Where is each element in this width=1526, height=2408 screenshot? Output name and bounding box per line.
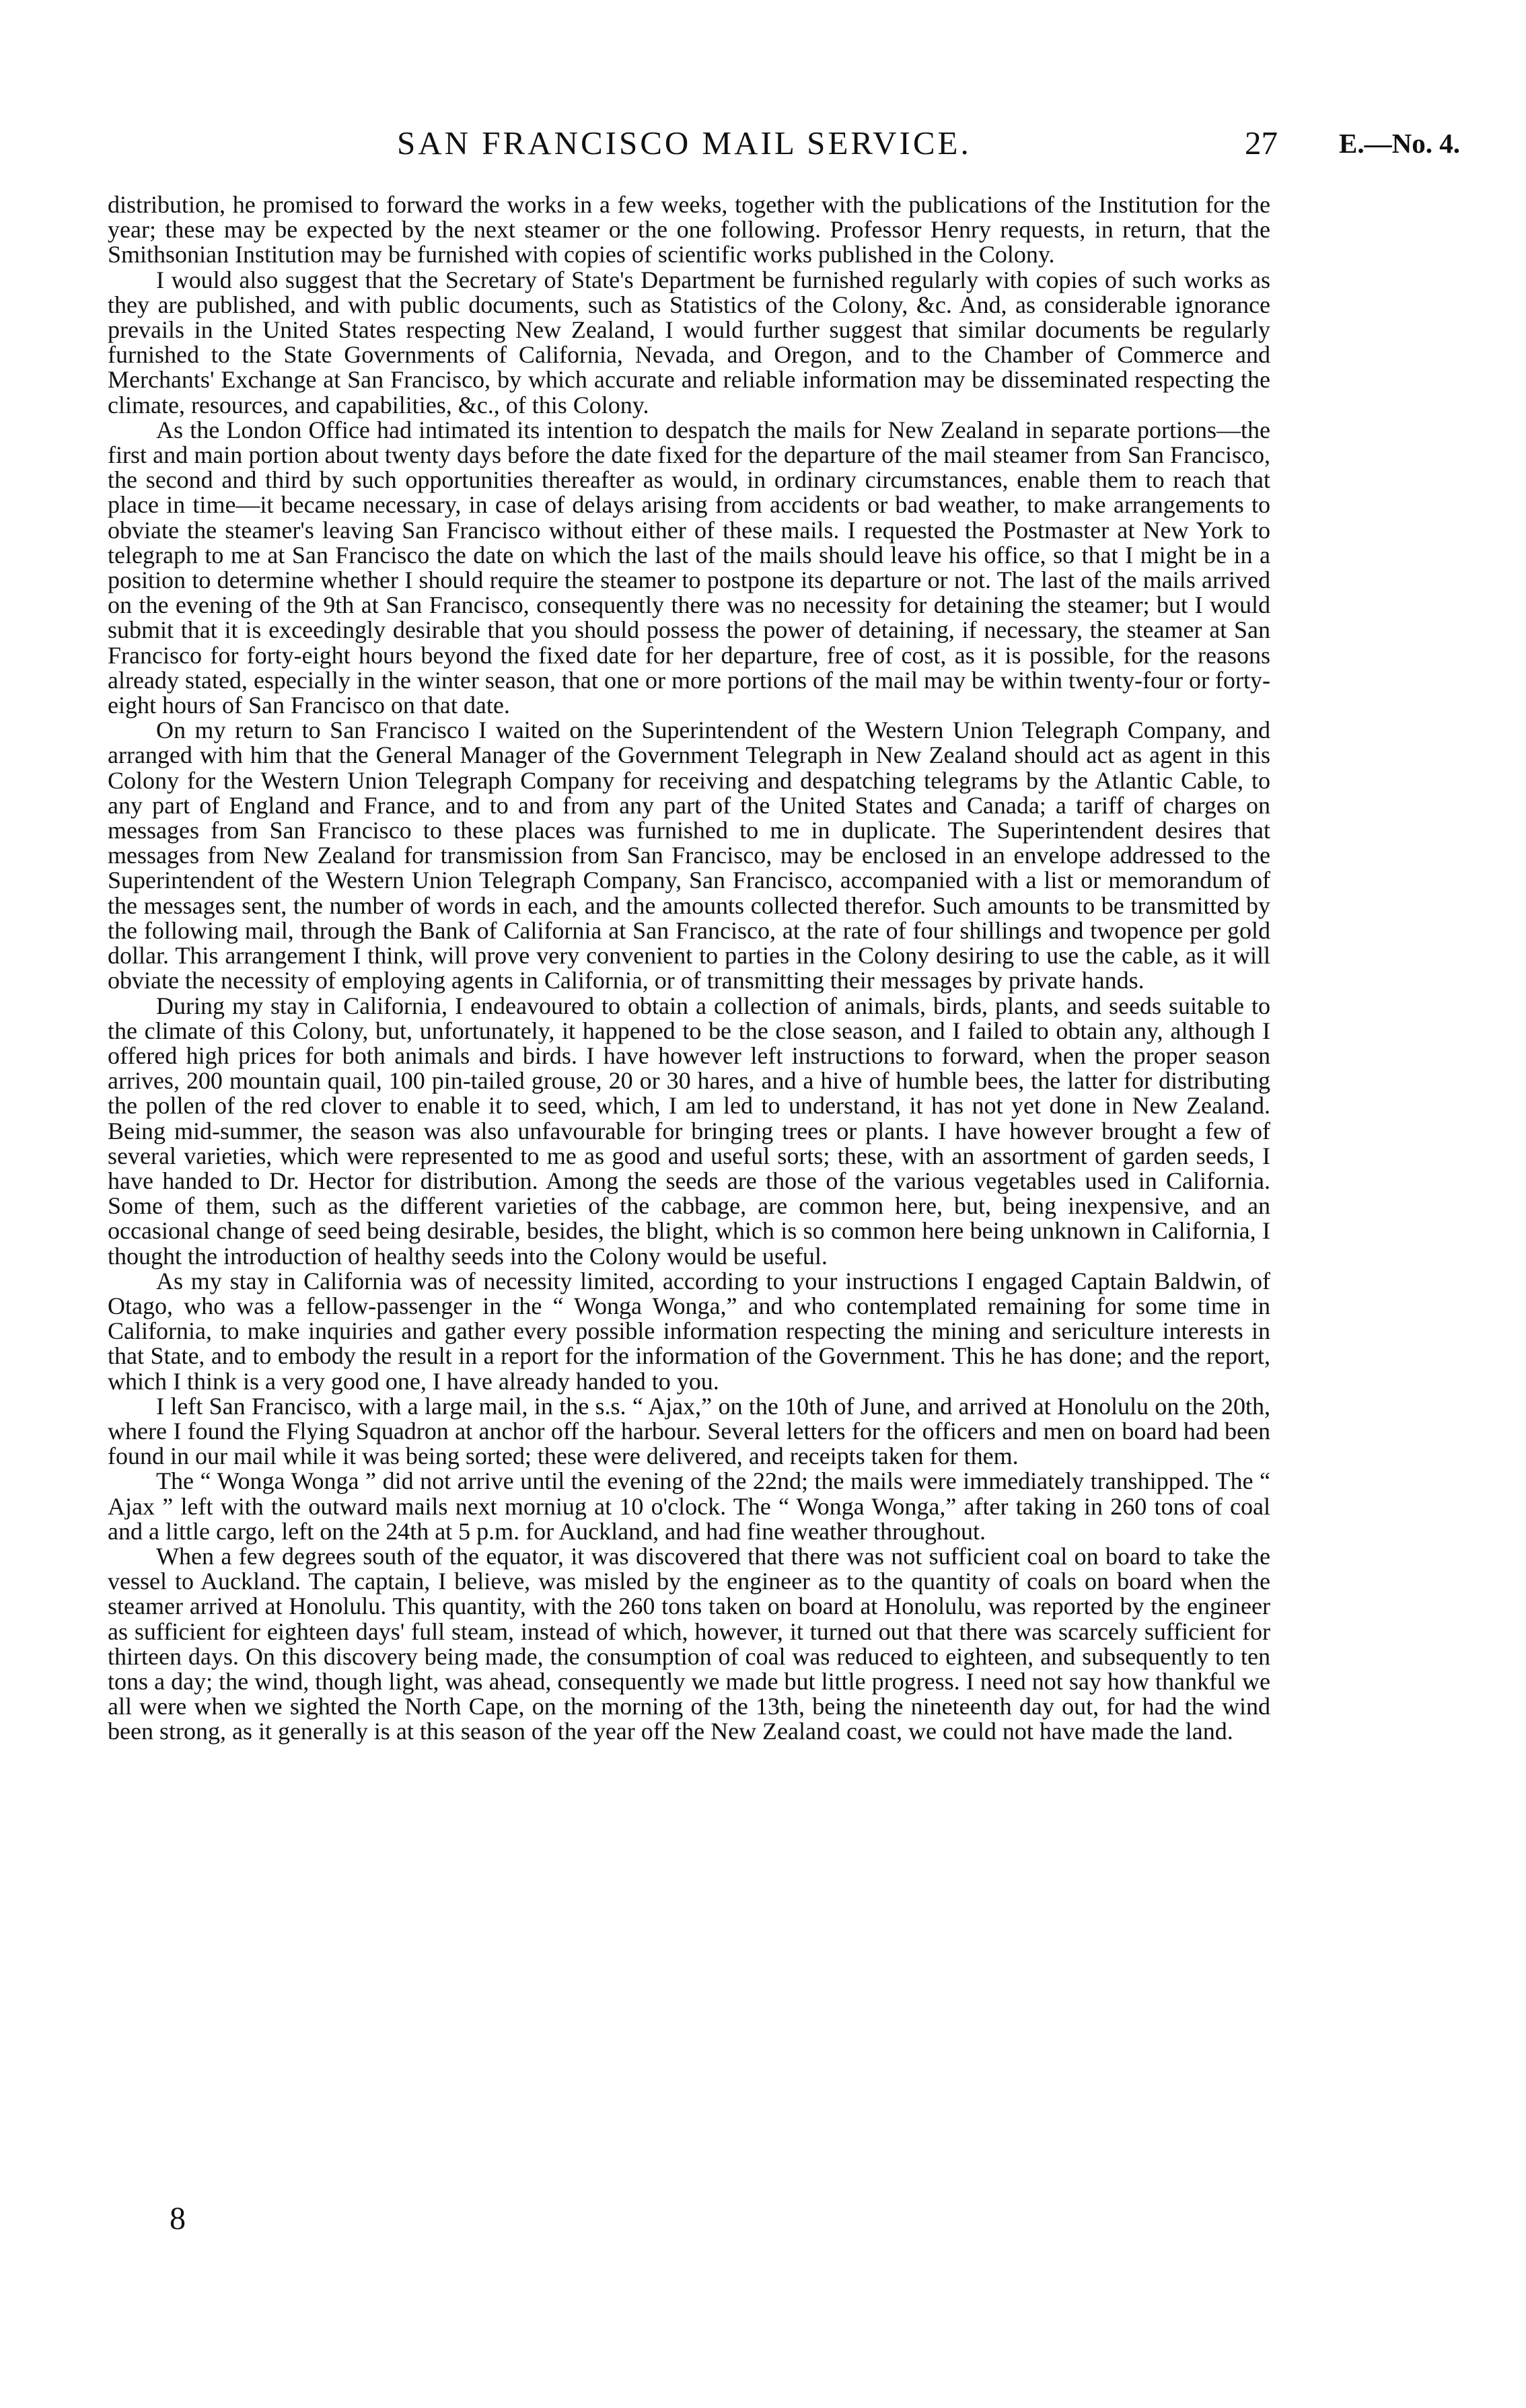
paper-reference: E.—No. 4. <box>1339 128 1460 159</box>
paragraph: On my return to San Francisco I waited on the Superintendent of the Western Union Telegraph Company, and arranged with him that the General Manager of the Government Telegraph in New Zealand should act as agent in this Colony for the Western Union Telegraph Company for receiving and despatching telegrams by the Atlantic Cable, to any part of England and France, and to and from any part of the United States and Canada; a tariff of charges on messages from San Francisco to these places was furnished to me in duplicate. The Superintendent desires that messages from New Zealand for transmission from San Francisco, may be enclosed in an envelope addressed to the Superintendent of the Western Union Telegraph Company, San Francisco, accompanied with a list or memorandum of the messages sent, the number of words in each, and the amounts collected therefor. Such amounts to be transmitted by the following mail, through the Bank of California at San Francisco, at the rate of four shillings and twopence per gold dollar. This arrangement I think, will prove very convenient to parties in the Colony desiring to use the cable, as it will obviate the necessity of employing agents in California, or of transmitting their messages by private hands. <box>108 717 1270 994</box>
paragraph: I would also suggest that the Secretary of State's Department be furnished regularly with copies of such works as they are published, and with public documents, such as Statistics of the Colony, &c. And, as considerable ignorance prevails in the United States respecting New Zealand, I would further suggest that similar documents be regularly furnished to the State Governments of California, Nevada, and Oregon, and to the Chamber of Commerce and Merchants' Exchange at San Francisco, by which accurate and reliable information may be disseminated respecting the climate, resources, and capabilities, &c., of this Colony. <box>108 266 1270 418</box>
paragraph: The “ Wonga Wonga ” did not arrive until the evening of the 22nd; the mails were immediately transhipped. The “ Ajax ” left with the outward mails next morniug at 10 o'clock. The “ Wonga Wonga,” after taking in 260 tons of coal and a little cargo, left on the 24th at 5 p.m. for Auckland, and had fine weather throughout. <box>108 1467 1270 1545</box>
paragraph: As the London Office had intimated its intention to despatch the mails for New Zealand in separate portions—the first and main portion about twenty days before the date fixed for the departure of the mail steamer from San Francisco, the second and third by such opportunities thereafter as would, in ordinary circumstances, enable them to reach that place in time—it became necessary, in case of delays arising from accidents or bad weather, to make arrangements to obviate the steamer's leaving San Francisco without either of these mails. I requested the Postmaster at New York to telegraph to me at San Francisco the date on which the last of the mails should leave his office, so that I might be in a position to determine whether I should require the steamer to postpone its departure or not. The last of the mails arrived on the evening of the 9th at San Francisco, consequently there was no necessity for detaining the steamer; but I would submit that it is exceedingly desirable that you should possess the power of detaining, if necessary, the steamer at San Francisco for forty-eight hours beyond the fixed date for her departure, free of cost, as it is possible, for the reasons already stated, especially in the winter season, that one or more portions of the mail may be within twenty-four or forty-eight hours of San Francisco on that date. <box>108 416 1270 719</box>
page-number: 27 <box>1245 124 1278 161</box>
paragraph: When a few degrees south of the equator, it was discovered that there was not sufficient coal on board to take the vessel to Auckland. The captain, I believe, was misled by the engineer as to the quantity of coals on board when the steamer arrived at Honolulu. This quantity, with the 260 tons taken on board at Honolulu, was reported by the engineer as sufficient for eighteen days' full steam, instead of which, however, it turned out that there was scarcely sufficient for thirteen days. On this discovery being made, the consumption of coal was reduced to eighteen, and subsequently to ten tons a day; the wind, though light, was ahead, consequently we made but little progress. I need not say how thankful we all were when we sighted the North Cape, on the morning of the 13th, being the nineteenth day out, for had the wind been strong, as it generally is at this season of the year off the New Zealand coast, we could not have made the land. <box>108 1542 1270 1745</box>
body-text <box>108 192 1270 1745</box>
paragraph: As my stay in California was of necessity limited, according to your instructions I engaged Captain Baldwin, of Otago, who was a fellow-passenger in the “ Wonga Wonga,” and who contemplated remaining for some time in California, to make inquiries and gather every possible information respecting the mining and sericulture interests in that State, and to embody the result in a report for the information of the Government. This he has done; and the report, which I think is a very good one, I have already handed to you. <box>108 1267 1270 1395</box>
running-title: SAN FRANCISCO MAIL SERVICE. <box>397 124 972 161</box>
paragraph: distribution, he promised to forward the works in a few weeks, together with the publications of the Institution for the year; these may be expected by the next steamer or the one following. Professor Henry requests, in return, that the Smithsonian Institution may be furnished with copies of scientific works published in the Colony. <box>108 191 1270 268</box>
paragraph: During my stay in California, I endeavoured to obtain a collection of animals, birds, plants, and seeds suitable to the climate of this Colony, but, unfortunately, it happened to be the close season, and I failed to obtain any, although I offered high prices for both animals and birds. I have however left instructions to forward, when the proper season arrives, 200 mountain quail, 100 pin-tailed grouse, 20 or 30 hares, and a hive of humble bees, the latter for distributing the pollen of the red clover to enable it to seed, which, I am led to understand, it has not yet done in New Zealand. Being mid-summer, the season was also unfavourable for bringing trees or plants. I have however brought a few of several varieties, which were represented to me as good and useful sorts; these, with an assortment of garden seeds, I have handed to Dr. Hector for distribution. Among the seeds are those of the various vegetables used in California. Some of them, such as the different varieties of the cabbage, are common here, but, being inexpensive, and an occasional change of seed being desirable, besides, the blight, which is so common here being unknown in California, I thought the introduction of healthy seeds into the Colony would be useful. <box>108 992 1270 1270</box>
printer-signature-mark: 8 <box>170 2201 186 2236</box>
page-header <box>108 120 1472 167</box>
paragraph: I left San Francisco, with a large mail, in the s.s. “ Ajax,” on the 10th of June, and arrived at Honolulu on the 20th, where I found the Flying Squadron at anchor off the harbour. Several letters for the officers and men on board had been found in our mail while it was being sorted; these were delivered, and receipts taken for them. <box>108 1392 1270 1470</box>
